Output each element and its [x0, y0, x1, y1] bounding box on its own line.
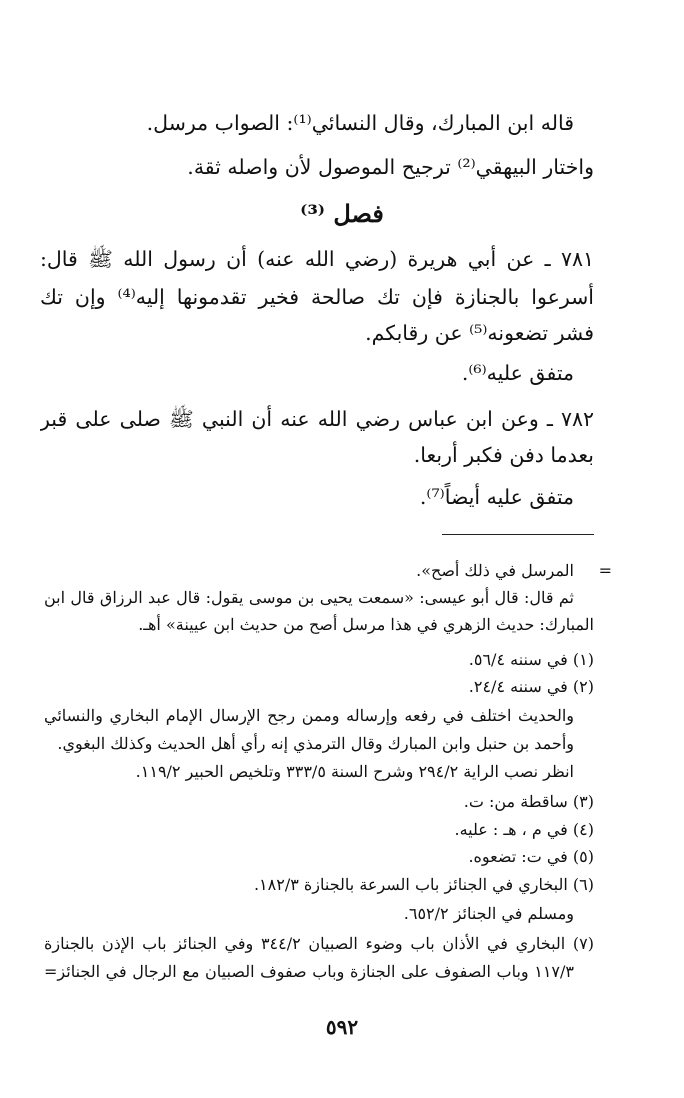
footnote-line: ١١٧/٣ وباب الصفوف على الجنازة وباب صفوف الصبيان مع الرجال في الجنائز= — [44, 962, 574, 981]
footnote-line: انظر نصب الراية ٢٩٤/٢ وشرح السنة ٣٣٣/٥ وتلخيص الحبير ١١٩/٢. — [135, 762, 574, 781]
hadith-781-line-3: فشر تضعونه⁽⁵⁾ عن رقابكم. — [365, 321, 594, 345]
footnote-6: (٦) البخاري في الجنائز باب السرعة بالجنازة ١٨٢/٣. — [253, 875, 594, 894]
main-line-1: قاله ابن المبارك، وقال النسائي⁽¹⁾: الصواب مرسل. — [146, 111, 574, 135]
footnote-3: (٣) ساقطة من: ت. — [463, 792, 594, 811]
main-line-2: واختار البيهقي⁽²⁾ ترجيح الموصول لأن واصله ثقة. — [187, 155, 594, 179]
hadith-782-source: متفق عليه أيضاً⁽⁷⁾. — [419, 485, 574, 509]
hadith-781-line-2: أسرعوا بالجنازة فإن تك صالحة فخير تقدمونها إليه⁽⁴⁾ وإن تك — [40, 285, 594, 309]
footnote-1: (١) في سننه ٥٦/٤. — [468, 650, 594, 669]
page-number: ٥٩٢ — [325, 1015, 359, 1039]
footnote-4: (٤) في م ، هـ : عليه. — [454, 820, 594, 839]
footnote-line: والحديث اختلف في رفعه وإرساله وممن رجح الإرسال الإمام البخاري والنسائي — [44, 706, 574, 725]
hadith-782-line-1: ٧٨٢ ـ وعن ابن عباس رضي الله عنه أن النبي ﷺ صلى على قبر — [40, 407, 594, 431]
footnote-continuation-mark: = — [598, 561, 612, 580]
hadith-781-source: متفق عليه⁽⁶⁾. — [461, 361, 574, 385]
footnote-line: المرسل في ذلك أصح». — [416, 561, 574, 580]
footnote-line: ومسلم في الجنائز ٦٥٢/٢. — [403, 904, 574, 923]
footnote-2: (٢) في سننه ٢٤/٤. — [468, 677, 594, 696]
section-heading: فصل ⁽³⁾ — [300, 199, 384, 228]
footnote-line: وأحمد بن حنبل وابن المبارك وقال الترمذي إنه رأي أهل الحديث وكذلك البغوي. — [57, 734, 574, 753]
footnote-5: (٥) في ت: تضعوه. — [468, 847, 594, 866]
hadith-782-line-2: بعدما دفن فكبر أربعا. — [413, 443, 594, 467]
footnote-line: ثم قال: قال أبو عيسى: «سمعت يحيى بن موسى يقول: قال عبد الرزاق قال ابن — [44, 588, 574, 607]
footnote-separator — [442, 534, 594, 535]
footnote-7: (٧) البخاري في الأذان باب وضوء الصبيان ٣٤٤/٢ وفي الجنائز باب الإذن بالجنازة — [44, 934, 594, 953]
footnote-line: المبارك: حديث الزهري في هذا مرسل أصح من حديث ابن عيينة» أهـ. — [138, 615, 594, 634]
hadith-781-line-1: ٧٨١ ـ عن أبي هريرة (رضي الله عنه) أن رسول الله ﷺ قال: — [40, 247, 594, 271]
